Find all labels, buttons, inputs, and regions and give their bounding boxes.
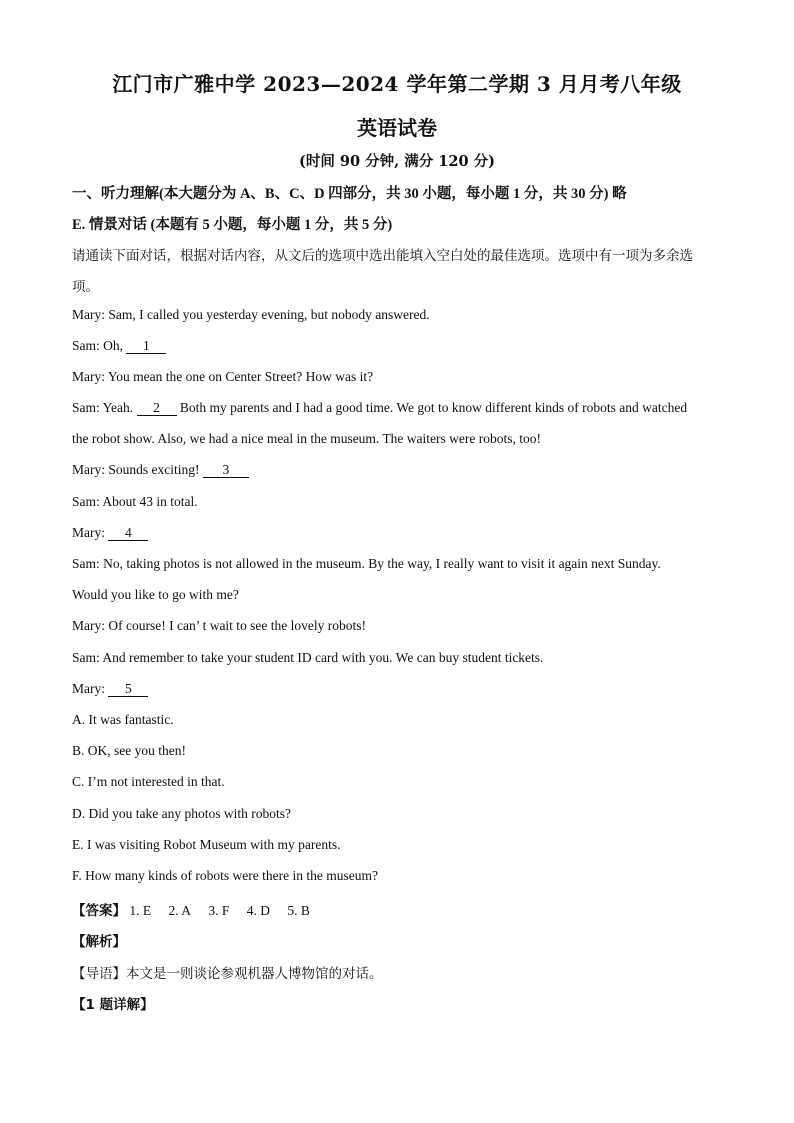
dialogue-line: Mary: You mean the one on Center Street? How was it? (72, 369, 374, 384)
blank-4: 4 (108, 526, 148, 541)
dialogue-line (72, 400, 687, 416)
dialogue-line: Sam: About 43 in total. (72, 494, 198, 509)
dialogue-text: Mary: (72, 681, 109, 696)
blank-1: 1 (126, 339, 166, 354)
dialogue-line: Mary: Of course! I can’ t wait to see the lovely robots! (72, 618, 367, 633)
option-d: D. Did you take any photos with robots? (72, 806, 291, 821)
answer-line (72, 899, 324, 919)
instruction-line-1: 请通读下面对话，根据对话内容，从文后的选项中选出能填入空白处的最佳选项。选项中有一项为多余选 (72, 248, 693, 264)
exam-subject: 英语试卷 (357, 116, 437, 140)
dialogue-text: Sam: Yeah. (72, 400, 137, 415)
option-b: B. OK, see you then! (72, 743, 186, 758)
dialogue-text: Mary: Sounds exciting! (72, 462, 203, 477)
dialogue-line (72, 462, 249, 478)
answer-label: 【答案】 (72, 903, 126, 919)
option-c: C. I’m not interested in that. (72, 774, 225, 789)
dialogue-text: Sam: Oh, (72, 338, 127, 353)
exam-info: (时间 90 分钟, 满分 120 分) (299, 153, 495, 170)
dialogue-line (72, 681, 148, 697)
dialogue-line: the robot show. Also, we had a nice meal in the museum. The waiters were robots, too! (72, 431, 542, 446)
dialogue-line: Sam: No, taking photos is not allowed in the museum. By the way, I really want to visit it again next Sunday. (72, 556, 661, 571)
dialogue-line (72, 525, 148, 541)
blank-3: 3 (203, 463, 249, 478)
answer-item: 3. F (208, 903, 230, 918)
analysis-label: 【解析】 (72, 934, 126, 950)
section-listening-heading: 一、听力理解(本大题分为 A、B、C、D 四部分，共 30 小题，每小题 1 分，共 30 分) 略 (72, 186, 627, 202)
answer-item: 2. A (168, 903, 192, 918)
answer-item: 1. E (129, 903, 152, 918)
blank-2: 2 (137, 401, 177, 416)
exam-title: 江门市广雅中学 2023—2024 学年第二学期 3 月月考八年级 (112, 72, 682, 96)
section-e-heading: E. 情景对话 (本题有 5 小题，每小题 1 分，共 5 分) (72, 217, 393, 233)
question-1-detail-label: 【1 题详解】 (72, 997, 154, 1013)
dialogue-text: Mary: (72, 525, 109, 540)
instruction-line-2: 项。 (72, 279, 99, 295)
dialogue-line: Mary: Sam, I called you yesterday evening, but nobody answered. (72, 307, 430, 322)
dialogue-line (72, 338, 166, 354)
blank-5: 5 (108, 682, 148, 697)
answer-item: 5. B (287, 903, 310, 918)
dialogue-line: Sam: And remember to take your student ID card with you. We can buy student tickets. (72, 650, 544, 665)
dialogue-text: Both my parents and I had a good time. We got to know different kinds of robots and watched (176, 400, 688, 415)
option-e: E. I was visiting Robot Museum with my parents. (72, 837, 341, 852)
option-a: A. It was fantastic. (72, 712, 174, 727)
option-f: F. How many kinds of robots were there in the museum? (72, 868, 378, 883)
dialogue-line: Would you like to go with me? (72, 587, 239, 602)
analysis-guide: 【导语】本文是一则谈论参观机器人博物馆的对话。 (72, 966, 383, 982)
answer-item: 4. D (246, 903, 271, 918)
